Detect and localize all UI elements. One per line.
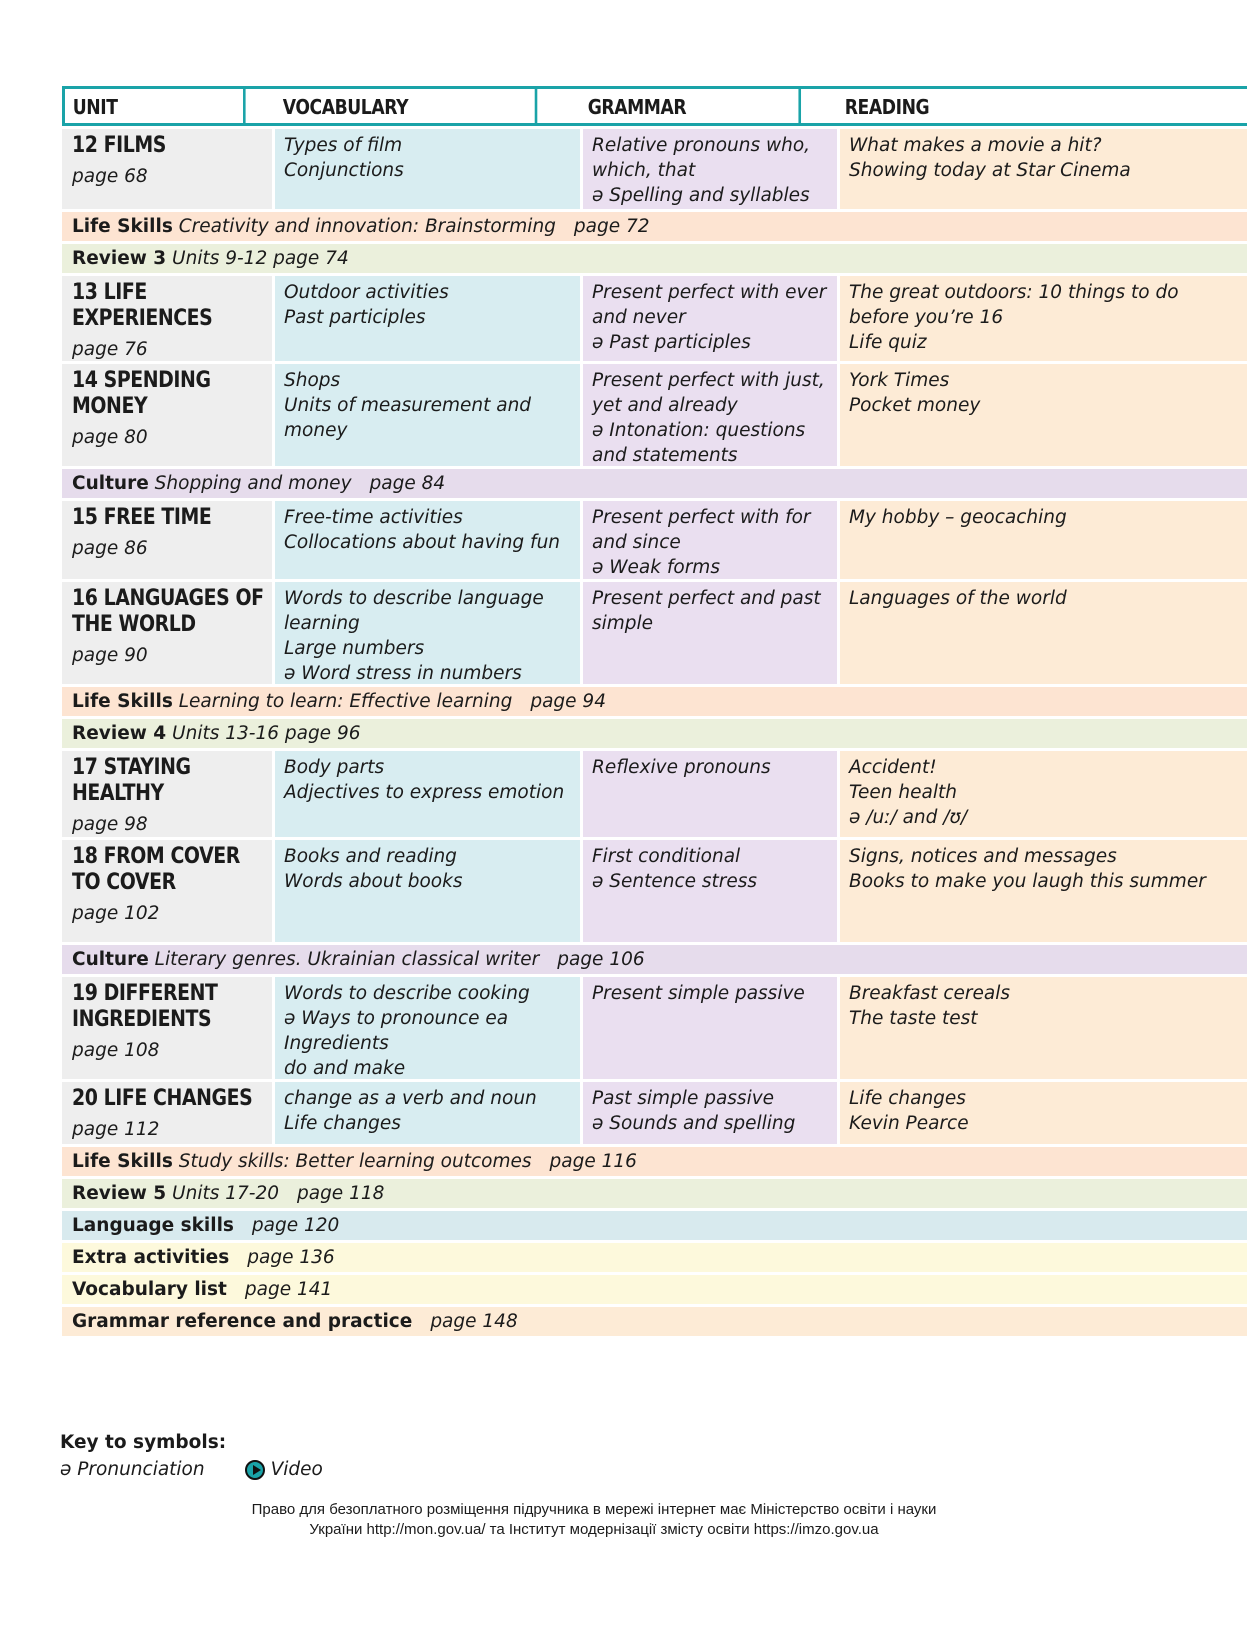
unit-cell xyxy=(62,276,272,361)
unit-page: page 68 xyxy=(72,166,148,187)
section-band xyxy=(62,1243,1247,1272)
band-label: Review 4 xyxy=(72,723,167,744)
reading-line: Kevin Pearce xyxy=(849,1113,969,1134)
grammar-line: ə Sounds and spelling xyxy=(592,1113,796,1134)
unit-row xyxy=(62,751,1247,837)
grammar-line: ə Sentence stress xyxy=(592,871,758,892)
band-label: Life Skills xyxy=(72,691,173,712)
band-page: page 136 xyxy=(247,1247,335,1268)
vocabulary-cell xyxy=(275,977,580,1079)
band-text: Study skills: Better learning outcomes xyxy=(178,1151,532,1172)
vocabulary-cell xyxy=(275,129,580,209)
footer-line-2: України http://mon.gov.ua/ та Інститут модернізації змісту освіти https://imzo.gov.ua xyxy=(309,1521,879,1538)
band-text: Literary genres. Ukrainian classical writer xyxy=(154,949,540,970)
grammar-cell xyxy=(583,840,837,942)
reading-line: Breakfast cereals xyxy=(849,983,1011,1004)
vocabulary-line: Words to describe language learning xyxy=(284,588,544,634)
vocabulary-line: Books and reading xyxy=(284,846,457,867)
unit-page: page 108 xyxy=(72,1040,160,1061)
grammar-cell xyxy=(583,751,837,837)
section-band xyxy=(62,1147,1247,1176)
unit-title: 16 LANGUAGES OF THE WORLD xyxy=(72,586,264,637)
section-band xyxy=(62,1211,1247,1240)
play-circle-icon xyxy=(245,1460,265,1480)
reading-line: Accident! xyxy=(849,757,937,778)
key-items xyxy=(60,1459,323,1480)
band-page: page 116 xyxy=(549,1151,637,1172)
reading-line: Teen health xyxy=(849,782,957,803)
band-page: page 141 xyxy=(244,1279,333,1300)
vocabulary-line: Free-time activities xyxy=(284,507,463,528)
band-label: Culture xyxy=(72,473,149,494)
band-text: Shopping and money xyxy=(154,473,352,494)
band-page: page 84 xyxy=(369,473,446,494)
grammar-line: Past simple passive xyxy=(592,1088,775,1109)
grammar-line: ə Spelling and syllables xyxy=(592,185,810,206)
reading-line: The taste test xyxy=(849,1008,978,1029)
reading-cell xyxy=(840,276,1247,361)
vocabulary-line: Types of film xyxy=(284,135,403,156)
band-label: Culture xyxy=(72,949,149,970)
band-text: Creativity and innovation: Brainstorming xyxy=(178,216,556,237)
unit-row xyxy=(62,977,1247,1079)
vocabulary-line: Ingredients xyxy=(284,1033,389,1054)
unit-row xyxy=(62,276,1247,361)
grammar-line: Present perfect with just, yet and already xyxy=(592,370,825,416)
vocabulary-line: Collocations about having fun xyxy=(284,532,561,553)
footer-line-1: Право для безоплатного розміщення підручника в мережі інтернет має Міністерство освіти і науки xyxy=(251,1501,937,1518)
reading-cell xyxy=(840,751,1247,837)
vocabulary-line: do and make xyxy=(284,1058,406,1079)
reading-cell xyxy=(840,501,1247,579)
grammar-cell xyxy=(583,129,837,209)
reading-cell xyxy=(840,129,1247,209)
unit-row xyxy=(62,501,1247,579)
vocabulary-line: Life changes xyxy=(284,1113,401,1134)
header-grammar: GRAMMAR xyxy=(580,89,801,123)
band-label: Language skills xyxy=(72,1215,234,1236)
contents-table xyxy=(62,86,1247,1339)
reading-line: Showing today at Star Cinema xyxy=(849,160,1131,181)
unit-page: page 90 xyxy=(72,645,148,666)
band-label: Extra activities xyxy=(72,1247,230,1268)
vocabulary-cell xyxy=(275,276,580,361)
unit-title: 19 DIFFERENT INGREDIENTS xyxy=(72,981,218,1032)
unit-cell xyxy=(62,1082,272,1144)
vocabulary-line: change as a verb and noun xyxy=(284,1088,537,1109)
grammar-line: First conditional xyxy=(592,846,741,867)
vocabulary-cell xyxy=(275,582,580,684)
section-band xyxy=(62,469,1247,498)
vocabulary-cell xyxy=(275,501,580,579)
header-unit: UNIT xyxy=(65,89,246,123)
table-body xyxy=(62,129,1247,1336)
vocabulary-cell xyxy=(275,840,580,942)
unit-page: page 98 xyxy=(72,814,148,835)
unit-title: 17 STAYING HEALTHY xyxy=(72,755,191,806)
band-label: Vocabulary list xyxy=(72,1279,227,1300)
reading-line: Languages of the world xyxy=(849,588,1067,609)
reading-cell xyxy=(840,840,1247,942)
grammar-line: Present simple passive xyxy=(592,983,805,1004)
vocabulary-line: Units of measurement and money xyxy=(284,395,532,441)
section-band xyxy=(62,945,1247,974)
band-label: Life Skills xyxy=(72,1151,173,1172)
vocabulary-line: Shops xyxy=(284,370,341,391)
band-page: page 148 xyxy=(430,1311,518,1332)
reading-line: Books to make you laugh this summer xyxy=(849,871,1206,892)
unit-row xyxy=(62,364,1247,466)
vocabulary-line: Large numbers xyxy=(284,638,425,659)
vocabulary-line: ə Word stress in numbers xyxy=(284,663,522,684)
unit-row xyxy=(62,1082,1247,1144)
table-header xyxy=(62,86,1247,126)
unit-title: 20 LIFE CHANGES xyxy=(72,1086,253,1111)
symbol-key xyxy=(60,1432,323,1480)
grammar-line: ə Past participles xyxy=(592,332,751,353)
header-reading: READING xyxy=(844,95,930,119)
section-band xyxy=(62,212,1247,241)
unit-page: page 102 xyxy=(72,903,160,924)
unit-page: page 76 xyxy=(72,339,148,360)
vocabulary-line: Past participles xyxy=(284,307,426,328)
band-text: Units 9-12 page 74 xyxy=(172,248,349,269)
unit-title: 15 FREE TIME xyxy=(72,505,212,530)
section-band xyxy=(62,687,1247,716)
unit-page: page 80 xyxy=(72,427,148,448)
grammar-line: Present perfect with for and since xyxy=(592,507,811,553)
grammar-cell xyxy=(583,1082,837,1144)
band-label: Review 3 xyxy=(72,248,167,269)
grammar-line: Present perfect with ever and never xyxy=(592,282,827,328)
reading-cell xyxy=(840,977,1247,1079)
band-page: page 120 xyxy=(251,1215,340,1236)
band-text: Learning to learn: Effective learning xyxy=(178,691,513,712)
unit-cell xyxy=(62,751,272,837)
grammar-cell xyxy=(583,276,837,361)
vocabulary-line: Conjunctions xyxy=(284,160,404,181)
section-band xyxy=(62,1179,1247,1208)
band-label: Grammar reference and practice xyxy=(72,1311,413,1332)
grammar-line: ə Weak forms xyxy=(592,557,720,578)
reading-line: York Times xyxy=(849,370,950,391)
grammar-cell xyxy=(583,582,837,684)
section-band xyxy=(62,1307,1247,1336)
grammar-cell xyxy=(583,977,837,1079)
grammar-line: Present perfect and past simple xyxy=(592,588,821,634)
unit-page: page 86 xyxy=(72,538,148,559)
reading-line: Life changes xyxy=(849,1088,966,1109)
band-label: Life Skills xyxy=(72,216,173,237)
unit-title: 13 LIFE EXPERIENCES xyxy=(72,280,213,331)
unit-cell xyxy=(62,364,272,466)
reading-cell xyxy=(840,1082,1247,1144)
unit-row xyxy=(62,129,1247,209)
reading-line: Signs, notices and messages xyxy=(849,846,1117,867)
band-text: Units 17-20 xyxy=(172,1183,279,1204)
band-page: page 72 xyxy=(573,216,650,237)
copyright-footer xyxy=(0,1500,1188,1540)
vocabulary-cell xyxy=(275,1082,580,1144)
unit-row xyxy=(62,840,1247,942)
unit-row xyxy=(62,582,1247,684)
vocabulary-cell xyxy=(275,364,580,466)
grammar-cell xyxy=(583,364,837,466)
unit-title: 14 SPENDING MONEY xyxy=(72,368,211,419)
vocabulary-line: Words about books xyxy=(284,871,463,892)
vocabulary-line: Adjectives to express emotion xyxy=(284,782,565,803)
unit-cell xyxy=(62,501,272,579)
section-band xyxy=(62,1275,1247,1304)
unit-cell xyxy=(62,129,272,209)
section-band xyxy=(62,719,1247,748)
reading-line: Pocket money xyxy=(849,395,981,416)
header-vocabulary: VOCABULARY xyxy=(275,89,537,123)
key-title: Key to symbols: xyxy=(60,1432,227,1453)
unit-page: page 112 xyxy=(72,1119,160,1140)
vocabulary-line: Outdoor activities xyxy=(284,282,449,303)
band-text: Units 13-16 page 96 xyxy=(172,723,361,744)
vocabulary-cell xyxy=(275,751,580,837)
grammar-line: ə Intonation: questions and statements xyxy=(592,420,806,466)
reading-line: Life quiz xyxy=(849,332,927,353)
unit-title: 18 FROM COVER TO COVER xyxy=(72,844,240,895)
unit-cell xyxy=(62,840,272,942)
unit-cell xyxy=(62,977,272,1079)
key-video: Video xyxy=(270,1459,323,1480)
band-page: page 94 xyxy=(530,691,606,712)
reading-cell xyxy=(840,582,1247,684)
key-pronunciation: ə Pronunciation xyxy=(60,1459,205,1480)
vocabulary-line: ə Ways to pronounce ea xyxy=(284,1008,509,1029)
vocabulary-line: Body parts xyxy=(284,757,385,778)
reading-cell xyxy=(840,364,1247,466)
unit-title: 12 FILMS xyxy=(72,133,166,158)
reading-line: What makes a movie a hit? xyxy=(849,135,1102,156)
grammar-line: Reflexive pronouns xyxy=(592,757,771,778)
reading-line: My hobby – geocaching xyxy=(849,507,1067,528)
grammar-line: Relative pronouns who, which, that xyxy=(592,135,811,181)
vocabulary-line: Words to describe cooking xyxy=(284,983,530,1004)
band-page: page 106 xyxy=(557,949,645,970)
band-page: page 118 xyxy=(296,1183,385,1204)
reading-line: ə /uː/ and /ʊ/ xyxy=(849,807,968,828)
reading-line: The great outdoors: 10 things to do before you’re 16 xyxy=(849,282,1179,328)
section-band xyxy=(62,244,1247,273)
unit-cell xyxy=(62,582,272,684)
band-label: Review 5 xyxy=(72,1183,167,1204)
grammar-cell xyxy=(583,501,837,579)
